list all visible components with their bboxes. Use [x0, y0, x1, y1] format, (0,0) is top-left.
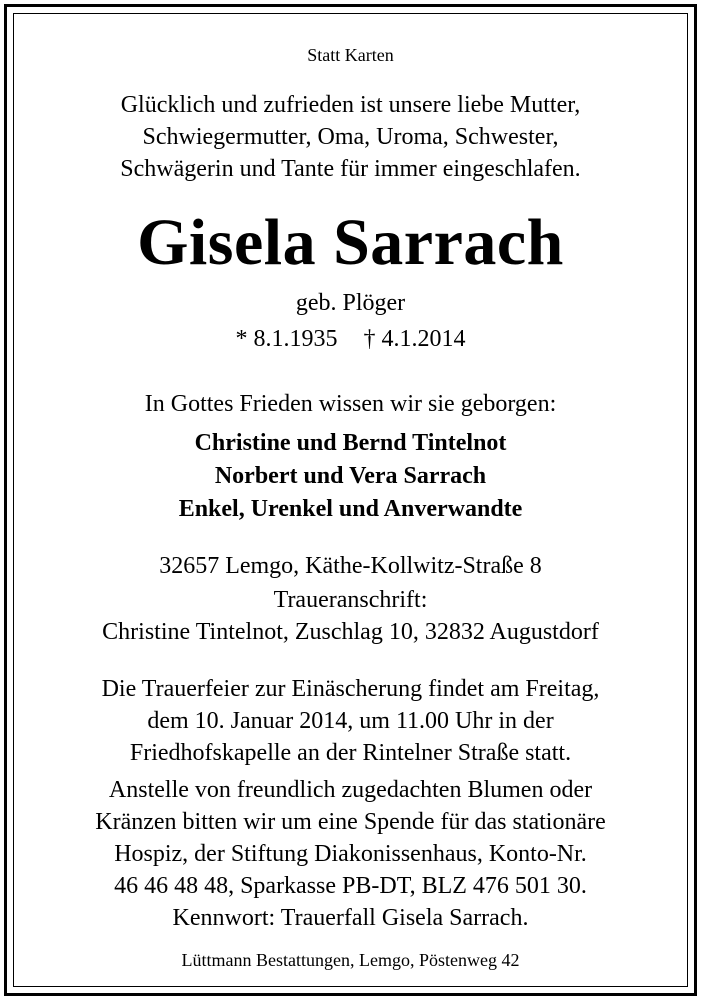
home-address: 32657 Lemgo, Käthe-Kollwitz-Straße 8 [159, 553, 542, 579]
heading: Statt Karten [307, 45, 394, 65]
mourner-line: Christine und Bernd Tintelnot [194, 430, 507, 456]
birth-date: * 8.1.1935 [235, 326, 338, 352]
faith-line: In Gottes Frieden wissen wir sie geborgen: [144, 391, 557, 417]
mourning-address-label: Traueranschrift: [273, 587, 428, 613]
life-dates [0, 326, 701, 353]
death-date: † 4.1.2014 [363, 326, 466, 352]
mourning-address: Christine Tintelnot, Zuschlag 10, 32832 Augustdorf [102, 619, 599, 645]
ceremony-line: dem 10. Januar 2014, um 11.00 Uhr in der [147, 708, 554, 734]
footer-funeral-home: Lüttmann Bestattungen, Lemgo, Pöstenweg 42 [181, 950, 520, 970]
ceremony-line: Die Trauerfeier zur Einäscherung findet am Freitag, [101, 676, 600, 702]
ceremony-line: Friedhofskapelle an der Rintelner Straße statt. [129, 740, 572, 766]
donation-line: Hospiz, der Stiftung Diakonissenhaus, Konto-Nr. [114, 841, 587, 867]
intro-line: Schwiegermutter, Oma, Uroma, Schwester, [142, 124, 559, 150]
donation-line: Kränzen bitten wir um eine Spende für das stationäre [95, 809, 606, 835]
mourner-line: Norbert und Vera Sarrach [214, 463, 487, 489]
maiden-name: geb. Plöger [295, 290, 406, 316]
intro-line: Schwägerin und Tante für immer eingeschlafen. [120, 156, 581, 182]
deceased-name: Gisela Sarrach [137, 206, 564, 279]
donation-line: Kennwort: Trauerfall Gisela Sarrach. [172, 905, 529, 931]
donation-line: 46 46 48 48, Sparkasse PB-DT, BLZ 476 501 30. [114, 873, 587, 899]
mourner-line: Enkel, Urenkel und Anverwandte [178, 496, 523, 522]
donation-line: Anstelle von freundlich zugedachten Blumen oder [108, 777, 593, 803]
intro-line: Glücklich und zufrieden ist unsere liebe Mutter, [120, 92, 581, 118]
